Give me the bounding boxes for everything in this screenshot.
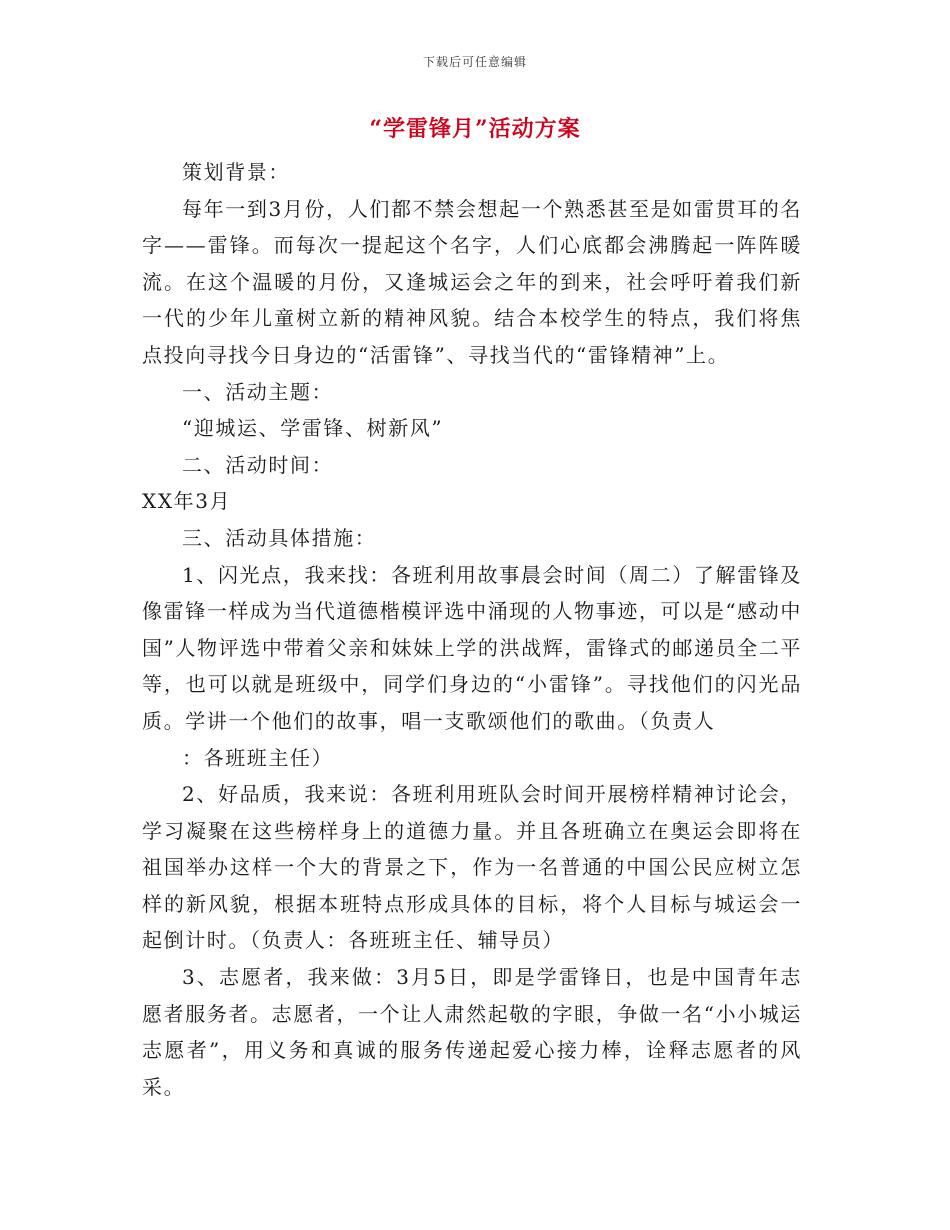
document-body [142, 154, 802, 1105]
paragraph-measure-3: 3、志愿者，我来做：3月5日，即是学雷锋日，也是中国青年志愿者服务者。志愿者，一个让人肃然起敬的字眼，争做一名“小小城运志愿者”，用义务和真诚的服务传递起爱心接力棒，诠释志愿者的风采。 [142, 965, 802, 1099]
paragraph-measures-heading: 三、活动具体措施： [182, 525, 377, 550]
paragraph-measure-2: 2、好品质，我来说：各班利用班队会时间开展榜样精神讨论会，学习凝聚在这些榜样身上的道德力量。并且各班确立在奥运会即将在祖国举办这样一个大的背景之下，作为一名普通的中国公民应树立怎样的新风貌，根据本班特点形成具体的目标，将个人目标与城运会一起倒计时。（负责人：各班班主任、辅导员） [142, 782, 802, 953]
document-title: “学雷锋月”活动方案 [369, 116, 581, 142]
paragraph-time-heading: 二、活动时间： [182, 452, 334, 477]
paragraph-measure-1: 1、闪光点，我来找：各班利用故事晨会时间（周二）了解雷锋及像雷锋一样成为当代道德楷模评选中涌现的人物事迹，可以是“感动中国”人物评选中带着父亲和妹妹上学的洪战辉，雷锋式的邮递员全二平等，也可以就是班级中，同学们身边的“小雷锋”。寻找他们的闪光品质。学讲一个他们的故事，唱一支歌颂他们的歌曲。（负责人 [142, 562, 802, 733]
paragraph-background: 每年一到3月份，人们都不禁会想起一个熟悉甚至是如雷贯耳的名字——雷锋。而每次一提起这个名字，人们心底都会沸腾起一阵阵暖流。在这个温暖的月份，又逢城运会之年的到来，社会呼吁着我们新一代的少年儿童树立新的精神风貌。结合本校学生的特点，我们将焦点投向寻找今日身边的“活雷锋”、寻找当代的“雷锋精神”上。 [142, 196, 802, 367]
paragraph-time: XX年3月 [142, 489, 232, 514]
header-note: 下载后可任意编辑 [422, 55, 527, 69]
paragraph-theme: “迎城运、学雷锋、树新风” [182, 416, 444, 441]
paragraph-background-heading: 策划背景： [182, 160, 290, 184]
paragraph-measure-1-owner: ：各班班主任） [182, 745, 334, 770]
paragraph-theme-heading: 一、活动主题： [182, 379, 334, 404]
